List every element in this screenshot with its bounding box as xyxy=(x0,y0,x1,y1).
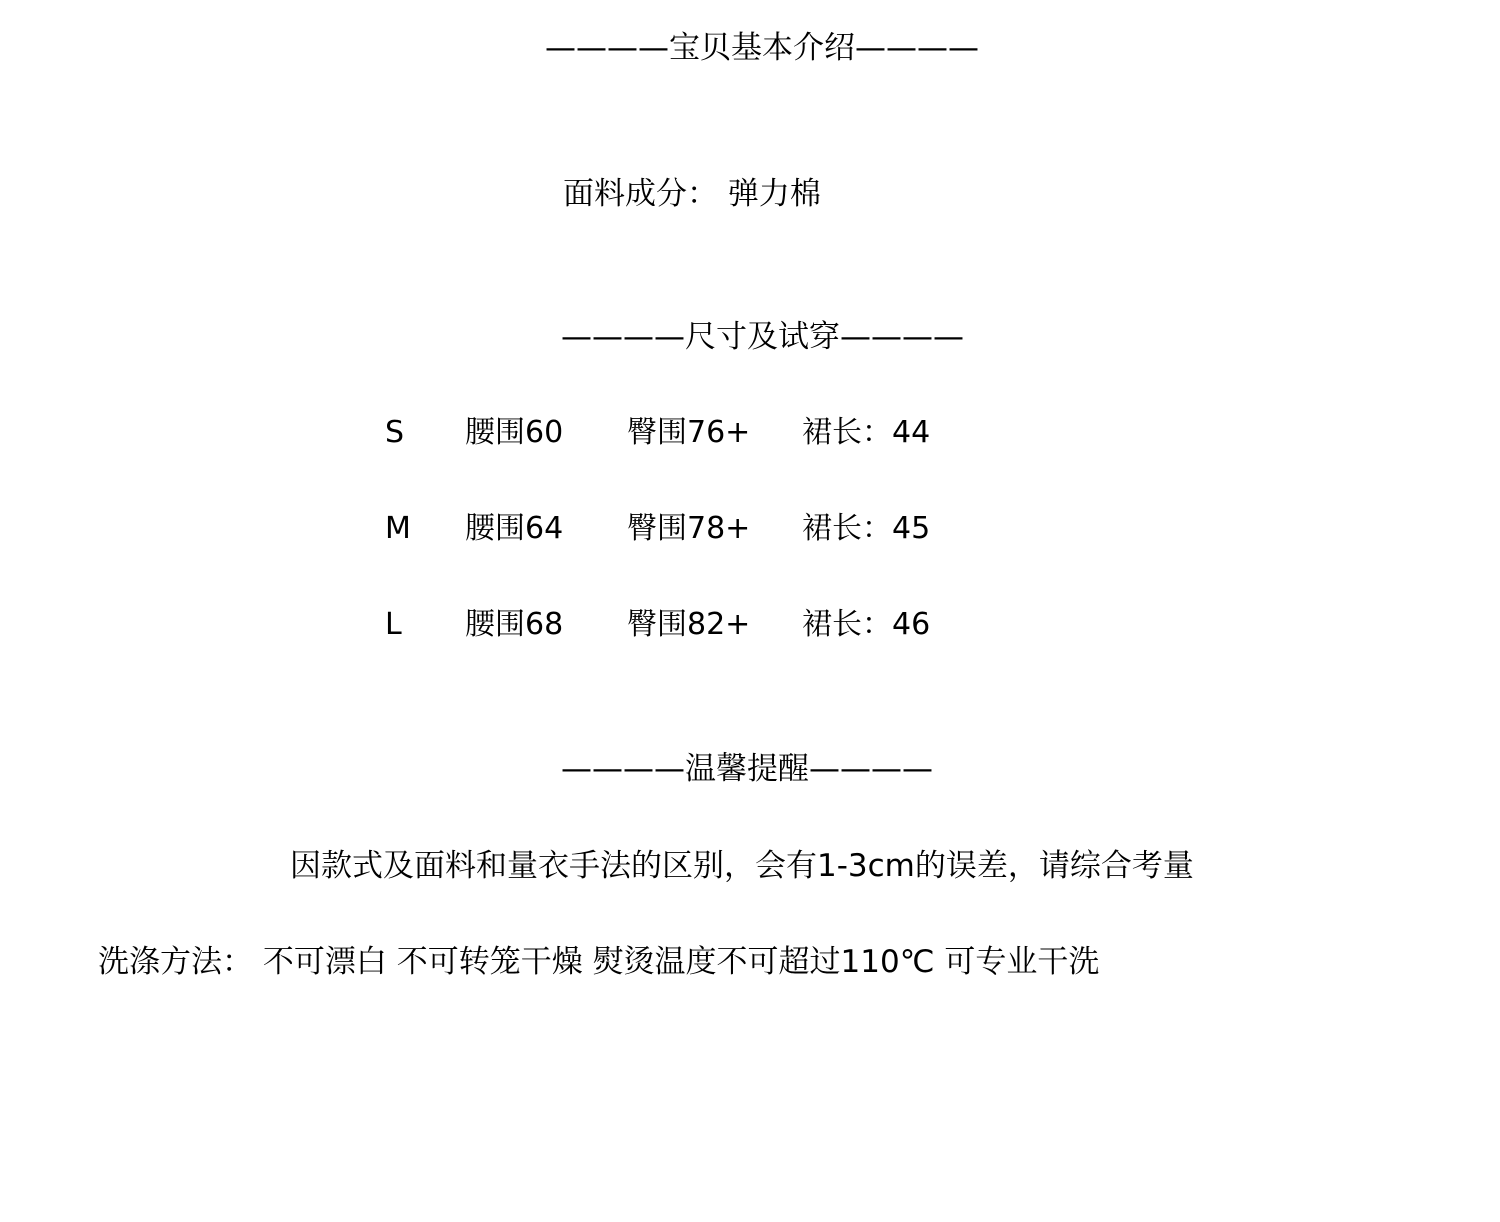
size-label: L xyxy=(385,607,402,642)
hip-measure: 臀围78+ xyxy=(627,511,751,546)
size-heading: ————尺寸及试穿———— xyxy=(561,319,964,355)
basic-intro-heading: ————宝贝基本介绍———— xyxy=(545,30,979,66)
skirt-length: 裙长：45 xyxy=(802,511,931,546)
washing-instructions: 洗涤方法： 不可漂白 不可转笼干燥 熨烫温度不可超过110℃ 可专业干洗 xyxy=(98,944,1100,980)
size-label: M xyxy=(385,511,411,546)
measurement-error-note: 因款式及面料和量衣手法的区别，会有1-3cm的误差，请综合考量 xyxy=(290,848,1194,884)
hip-measure: 臀围82+ xyxy=(627,607,751,642)
size-label: S xyxy=(385,415,405,450)
waist-measure: 腰围60 xyxy=(465,415,564,450)
waist-measure: 腰围64 xyxy=(465,511,564,546)
waist-measure: 腰围68 xyxy=(465,607,564,642)
fabric-composition: 面料成分： 弹力棉 xyxy=(563,176,821,212)
hip-measure: 臀围76+ xyxy=(627,415,751,450)
skirt-length: 裙长：46 xyxy=(802,607,931,642)
skirt-length: 裙长：44 xyxy=(802,415,931,450)
reminder-heading: ————温馨提醒———— xyxy=(561,751,933,787)
